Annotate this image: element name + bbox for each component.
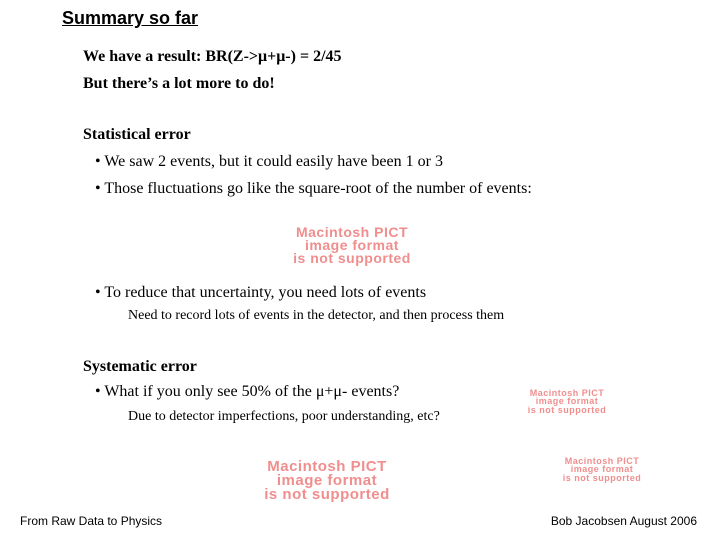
bullet-icon: • [95,180,101,197]
more-to-do-line: But there’s a lot more to do! [83,75,275,92]
pict-placeholder-image: Macintosh PICT image format is not supported [527,388,607,415]
footer-left: From Raw Data to Physics [20,514,163,528]
bullet-icon: • [95,284,101,301]
pict-placeholder-image: Macintosh PICT image format is not supported [264,458,390,503]
slide-title: Summary so far [62,8,199,28]
pict-placeholder-image: Macintosh PICT image format is not supported [562,456,642,483]
pict-placeholder-image: Macintosh PICT image format is not supported [293,224,411,266]
statistical-sub-item: Need to record lots of events in the detector, and then process them [128,308,505,323]
footer-right: Bob Jacobsen August 2006 [550,514,697,528]
bullet-item [95,180,532,198]
bullet-item [95,383,399,401]
bullet-text: What if you only see 50% of the μ+μ- events? [104,383,400,400]
result-line: We have a result: BR(Z->μ+μ-) = 2/45 [83,48,342,65]
bullet-item [95,284,426,302]
systematic-sub-item: Due to detector imperfections, poor understanding, etc? [128,409,440,424]
systematic-error-heading: Systematic error [83,358,197,375]
bullet-icon: • [95,383,101,400]
bullet-text: To reduce that uncertainty, you need lots of events [104,284,427,301]
bullet-icon: • [95,153,101,170]
statistical-error-heading: Statistical error [83,126,191,143]
bullet-item [95,153,443,171]
bullet-text: We saw 2 events, but it could easily have been 1 or 3 [104,153,443,170]
bullet-text: Those fluctuations go like the square-root of the number of events: [104,180,532,197]
